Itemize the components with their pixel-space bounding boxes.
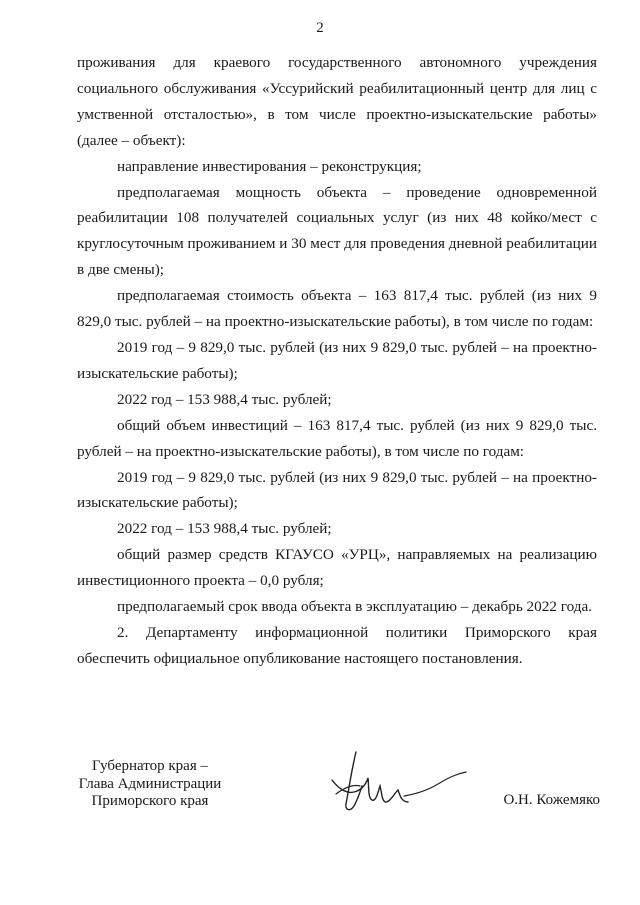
signatory-name: О.Н. Кожемяко (503, 792, 600, 808)
signature-block (60, 758, 600, 838)
signatory-title-line-1: Губернатор края – (92, 758, 208, 774)
signatory-title-line-3: Приморского края (91, 793, 209, 809)
document-body (77, 50, 597, 672)
paragraph-10: общий размер средств КГАУСО «УРЦ», направляемых на реализацию инвестиционного проекта – 0,0 рубля; (77, 546, 597, 590)
handwritten-signature (316, 744, 496, 824)
paragraph-4: предполагаемая стоимость объекта – 163 817,4 тыс. рублей (из них 9 829,0 тыс. рублей – на проектно-изыскательские работы), в том числе по годам: (77, 287, 597, 331)
signatory-title (60, 758, 240, 811)
paragraph-7: общий объем инвестиций – 163 817,4 тыс. рублей (из них 9 829,0 тыс. рублей – на проектно-изыскательские работы), в том числе по годам: (77, 416, 597, 460)
paragraph-6: 2022 год – 153 988,4 тыс. рублей; (117, 390, 332, 408)
paragraph-11: предполагаемый срок ввода объекта в эксплуатацию – декабрь 2022 года. (117, 598, 592, 616)
paragraph-5: 2019 год – 9 829,0 тыс. рублей (из них 9 829,0 тыс. рублей – на проектно-изыскательские работы); (77, 338, 597, 382)
signatory-title-line-2: Глава Администрации (78, 775, 222, 792)
page-number: 2 (316, 20, 324, 36)
paragraph-12: 2. Департаменту информационной политики Приморского края обеспечить официальное опубликование настоящего постановления. (77, 623, 597, 667)
paragraph-9: 2022 год – 153 988,4 тыс. рублей; (117, 520, 332, 538)
paragraph-1: проживания для краевого государственного автономного учреждения социального обслуживания «Уссурийский реабилитационный центр для лиц с умственной отсталостью», в том числе проектно-изыскательские работы» (далее – объект): (77, 54, 597, 149)
paragraph-3: предполагаемая мощность объекта – проведение одновременной реабилитации 108 получателей социальных услуг (из них 48 койко/мест с круглосуточным проживанием и 30 мест для проведения дневной реабилитации в две смены); (77, 183, 597, 279)
paragraph-2: направление инвестирования – реконструкция; (117, 157, 422, 175)
paragraph-8: 2019 год – 9 829,0 тыс. рублей (из них 9 829,0 тыс. рублей – на проектно-изыскательские работы); (77, 468, 597, 512)
